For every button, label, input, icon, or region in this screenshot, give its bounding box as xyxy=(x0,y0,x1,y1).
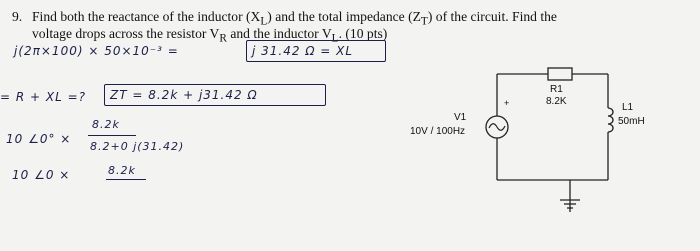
handwritten-divider-denominator: 8.2+0 j(31.42) xyxy=(90,140,185,153)
handwritten-voltage-divider-prefix: 10 ∠0° × xyxy=(6,132,72,146)
handwritten-divider-numerator: 8.2k xyxy=(92,118,120,131)
resistor-name-label: R1 xyxy=(550,84,563,95)
inductor-symbol xyxy=(608,108,613,132)
handwritten-reactance-result: j 31.42 Ω = XL xyxy=(252,44,354,58)
underline-mark xyxy=(106,179,146,180)
question-line-2: voltage drops across the resistor $V_R$ and the inductor $V_L$. (10 pts) xyxy=(32,26,388,45)
question-number: 9. xyxy=(12,9,23,24)
resistor-value-label: 8.2K xyxy=(546,96,567,107)
handwritten-impedance-result: ZT = 8.2k + j31.42 Ω xyxy=(110,88,258,102)
source-name-label: V1 xyxy=(454,112,467,123)
resistor-symbol xyxy=(548,68,572,80)
source-value-label: 10V / 100Hz xyxy=(410,126,466,137)
handwritten-last-line-value: 8.2k xyxy=(108,164,136,177)
inductor-name-label: L1 xyxy=(622,102,634,113)
circuit-schematic xyxy=(400,52,700,246)
handwritten-last-line-prefix: 10 ∠0 × xyxy=(12,168,71,182)
fraction-bar xyxy=(88,135,136,136)
source-plus-sign: + xyxy=(504,98,510,108)
ground-icon xyxy=(560,200,580,212)
handwritten-reactance-calc: j(2π×100) × 50×10⁻³ = xyxy=(14,44,179,58)
handwritten-impedance-prefix: = R + XL =? xyxy=(0,90,87,104)
circuit-diagram xyxy=(400,52,700,246)
question-line-1: Find both the reactance of the inductor $(X_L)$ and the total impedance $(Z_T)$ of the circuit. Find the xyxy=(32,9,557,28)
inductor-value-label: 50mH xyxy=(618,116,645,127)
